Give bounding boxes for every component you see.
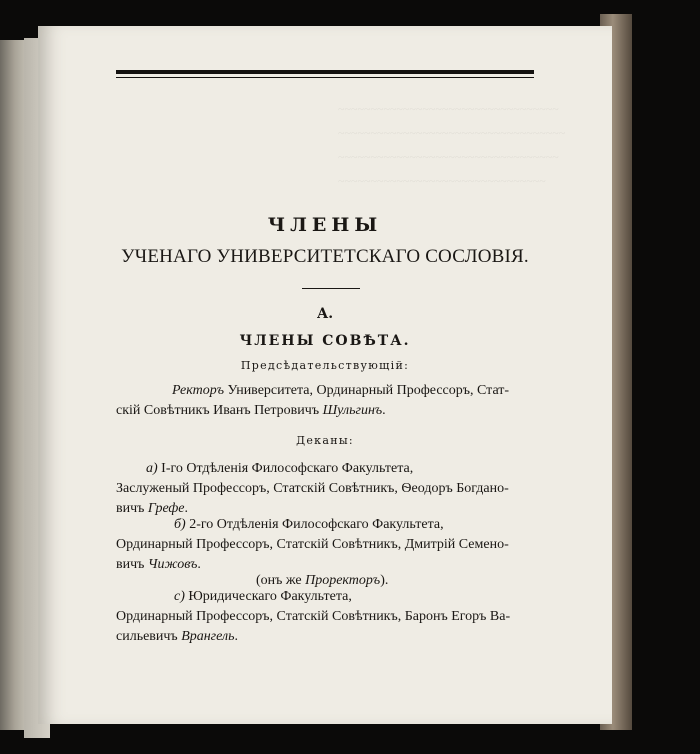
dean-c-marker: с) [174, 589, 185, 604]
dean-b-line-2: Ординарный Профессоръ, Статскій Совѣтникъ, Дмитрій Семено- [116, 537, 509, 552]
dean-c-line-2: Ординарный Профессоръ, Статскій Совѣтникъ, Баронъ Егоръ Ва- [116, 609, 511, 624]
chair-title-italic: Ректоръ [172, 383, 225, 398]
show-through-text: ~~~~~~~~~~~~~~~~~~~~~~~~~~~~~~~~~~~ [338, 126, 566, 140]
dean-a-line-1 [146, 461, 413, 477]
show-through-text: ~~~~~~~~~~~~~~~~~~~~~~~~~~~~~~~~ [338, 174, 546, 188]
title-divider [302, 288, 360, 289]
dean-a-line-2: Заслуженый Профессоръ, Статскій Совѣтникъ, Ѳеодоръ Богдано- [116, 481, 509, 496]
deans-label: Деканы: [296, 434, 354, 447]
chair-line-2 [116, 403, 386, 419]
dean-a-surname: Грефе [147, 501, 185, 516]
dean-c-line-3 [116, 629, 238, 645]
dean-b-note-text: (онъ же [256, 573, 306, 588]
dean-b-line-3 [116, 557, 201, 573]
dean-a-faculty: I-го Отдѣленія Философскаго Факультета, [157, 461, 414, 476]
page-subtitle: УЧЕНАГО УНИВЕРСИТЕТСКАГО СОСЛОВІЯ. [121, 246, 529, 267]
dean-b-faculty: 2-го Отдѣленія Философскаго Факультета, [185, 517, 444, 532]
header-thin-rule [116, 77, 534, 78]
dean-b-surname: Чижовъ [147, 557, 198, 572]
section-heading: ЧЛЕНЫ СОВѢТА. [239, 333, 411, 349]
show-through-text: ~~~~~~~~~~~~~~~~~~~~~~~~~~~~~~~~~~ [338, 102, 559, 116]
dean-b-note-role: Проректоръ [305, 573, 381, 588]
dean-a-line-3 [116, 501, 188, 517]
chair-line-2-end: . [382, 403, 386, 418]
chair-label: Предсѣдательствующій: [240, 359, 410, 372]
chair-line-2-text: скій Совѣтникъ Иванъ Петровичъ [116, 403, 323, 418]
page-title: ЧЛЕНЫ [267, 214, 383, 236]
dean-c-line-1 [174, 589, 352, 605]
dean-b-line-1 [174, 517, 444, 533]
dean-c-line-3-end: . [234, 629, 238, 644]
dean-b-marker: б) [174, 517, 186, 532]
dean-b-line-3-end: . [197, 557, 201, 572]
dean-a-marker: а) [146, 461, 158, 476]
dean-b-note [256, 573, 388, 589]
chair-line-1-text: Университета, Ординарный Профессоръ, Стат- [224, 383, 510, 398]
dean-c-patronymic-end: сильевичъ [116, 629, 182, 644]
dean-b-patronymic-end: вичъ [116, 557, 148, 572]
dean-a-patronymic-end: вичъ [116, 501, 148, 516]
book-page [38, 26, 612, 724]
dean-a-line-3-end: . [184, 501, 188, 516]
header-thick-rule [116, 70, 534, 74]
chair-surname: Шульгинъ [322, 403, 383, 418]
dean-b-note-end: ). [380, 573, 389, 588]
section-letter: А. [316, 306, 334, 322]
chair-line-1 [172, 383, 509, 399]
dean-c-faculty: Юридическаго Факультета, [184, 589, 352, 604]
show-through-text: ~~~~~~~~~~~~~~~~~~~~~~~~~~~~~~~~~~ [338, 150, 559, 164]
dean-c-surname: Врангель [181, 629, 235, 644]
